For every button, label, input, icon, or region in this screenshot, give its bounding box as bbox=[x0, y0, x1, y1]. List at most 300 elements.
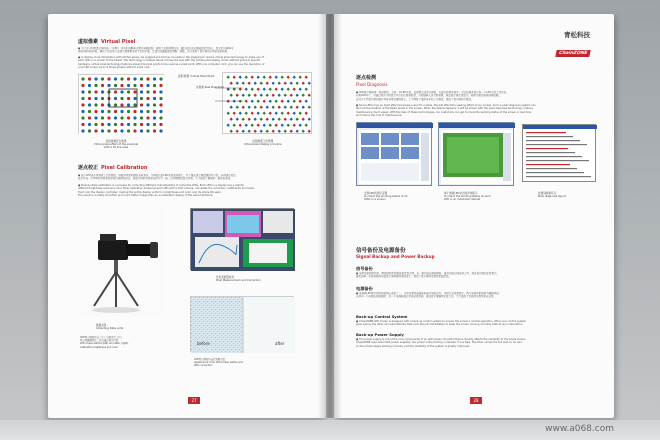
pixel-dot bbox=[159, 123, 162, 126]
pixel-diamond bbox=[281, 112, 284, 115]
text-line: maintenance much easier. With the help of these technologies, our customers can get to know the working status of the screen in real time bbox=[356, 110, 532, 114]
caption-line: 单个像素LED状态的详细显示 bbox=[444, 192, 478, 195]
pixel-diamond bbox=[284, 118, 287, 121]
pixel-diamond bbox=[302, 130, 305, 133]
pixel-dot bbox=[133, 97, 136, 100]
pixel-dot bbox=[94, 103, 97, 106]
pixel-dot bbox=[146, 90, 149, 93]
backup-power-title: Back-up Power Supply bbox=[356, 332, 404, 337]
pixel-diamond bbox=[269, 88, 272, 91]
pixel-diamond bbox=[230, 130, 233, 133]
pixel-dot bbox=[88, 129, 91, 132]
pixel-dot bbox=[133, 110, 136, 113]
pixel-report-screenshot bbox=[522, 124, 596, 182]
caption-line: LEDs in a screen bbox=[364, 198, 386, 202]
pixel-diamond bbox=[269, 76, 272, 79]
pixel-dot bbox=[120, 123, 123, 126]
ccd-camera-photo bbox=[80, 206, 164, 316]
text-line: ● 每个LED由于其制造工艺的原因，导致其亮度和颜色各有差异，不同批次的LED亮度差异更大，为了保证显示屏图像的均匀性，采用逐点校正 bbox=[78, 174, 236, 177]
caption-line: with a 16 line area bbox=[103, 146, 129, 150]
text-line: so the screen keeps working normally and the reliability of the system is greatly improved. bbox=[356, 344, 470, 348]
pixel-diagnosis-heading bbox=[356, 74, 376, 81]
caption-line: 亮色度测量软件 bbox=[216, 276, 235, 279]
pixel-diamond bbox=[284, 130, 287, 133]
pixel-dot bbox=[114, 84, 117, 87]
power-backup-title: 电源备份 bbox=[356, 286, 373, 291]
full-screen-check-screenshot bbox=[356, 122, 432, 186]
pixel-dot bbox=[153, 84, 156, 87]
pixel-diamond bbox=[233, 112, 236, 115]
text-line: ● 为了充分利用显示屏的每一个LED，其中的每颗单点都可单独控制，使用了虚拟像素技术，通过该技术在相同的显示屏上，显示的分辨率可 bbox=[78, 47, 234, 50]
pixel-diamond bbox=[242, 106, 245, 109]
report-line bbox=[526, 176, 591, 177]
pixel-diamond bbox=[263, 112, 266, 115]
pixel-dot bbox=[107, 116, 110, 119]
pixel-dot bbox=[88, 116, 91, 119]
pixel-dot bbox=[88, 97, 91, 100]
report-line bbox=[526, 156, 582, 157]
pixel-dot bbox=[81, 97, 84, 100]
pixel-diamond bbox=[272, 82, 275, 85]
pixel-dot bbox=[81, 110, 84, 113]
pixel-diamond bbox=[290, 106, 293, 109]
pixel-dot bbox=[153, 103, 156, 106]
heading-en: Virtual Pixel bbox=[101, 39, 136, 45]
pixel-diamond bbox=[227, 124, 230, 127]
virtual-pixel-en-text bbox=[78, 56, 310, 69]
caption-line: 虚拟像素工作原理 bbox=[252, 140, 274, 143]
pixel-dot bbox=[120, 84, 123, 87]
pixel-dot bbox=[146, 103, 149, 106]
pixel-diamond bbox=[290, 82, 293, 85]
pixel-diamond bbox=[293, 100, 296, 103]
pixel-diamond bbox=[254, 130, 257, 133]
text-line: goes wrong, the other will automatically take over the job immediately to keep the screen running normally without any interruption. bbox=[356, 323, 524, 327]
software-windows bbox=[191, 209, 295, 271]
pixel-dot bbox=[127, 97, 130, 100]
chainzone-logo bbox=[556, 30, 590, 58]
caption-line: Appearance of an LED screen before and bbox=[194, 361, 244, 365]
pixel-diamond bbox=[302, 82, 305, 85]
text-line: your LED screen up to 4 times greater without extra cost. bbox=[78, 65, 151, 69]
pixel-diamond bbox=[227, 112, 230, 115]
pixel-diamond bbox=[230, 106, 233, 109]
pixel-dot bbox=[88, 90, 91, 93]
pixel-diamond bbox=[275, 112, 278, 115]
text-line: 避免因单一系统故障而导致显示屏黑屏的情况发生，提高了显示屏的可靠性和稳定性。 bbox=[356, 275, 452, 279]
pixel-diamond bbox=[236, 94, 239, 97]
diagnosis-caption-3 bbox=[538, 192, 566, 198]
watermark-text: www.a068.com bbox=[545, 424, 614, 434]
pixel-dot bbox=[146, 110, 149, 113]
brochure-spread bbox=[48, 14, 614, 418]
pixel-calibration-heading bbox=[78, 164, 147, 171]
pixel-dot bbox=[140, 123, 143, 126]
pixel-diamond bbox=[239, 76, 242, 79]
report-line bbox=[526, 136, 573, 137]
report-line bbox=[526, 168, 577, 169]
pixel-dot bbox=[140, 84, 143, 87]
pixel-diamond bbox=[257, 88, 260, 91]
backup-power-text bbox=[356, 338, 596, 348]
pixel-diamond bbox=[248, 94, 251, 97]
text-line: ● LED显示屏使用一段时间后，会有一些LED失效，出现黑点或亮点现象。在逐点检测系统中，可以检测并显示每一个LED点的工作状态， bbox=[356, 91, 509, 94]
caption-line: calibration brightness and color bbox=[80, 345, 118, 349]
text-line: ChainZONE uses redundant power supplies, two power units working in parallel; if one fails, the other carries the full load on its own, bbox=[356, 341, 523, 345]
pixel-dot bbox=[140, 97, 143, 100]
pixel-dot bbox=[114, 129, 117, 132]
pixel-dot bbox=[88, 77, 91, 80]
pixel-diamond bbox=[230, 94, 233, 97]
pixel-dot bbox=[153, 123, 156, 126]
pixel-dot bbox=[120, 97, 123, 100]
pixel-dot bbox=[120, 103, 123, 106]
pixel-dot bbox=[94, 116, 97, 119]
pixel-dot bbox=[120, 110, 123, 113]
pixel-dot bbox=[153, 116, 156, 119]
pixel-dot bbox=[101, 110, 104, 113]
text-line: ● In display more information with limited pixels, we suggest and borrow concepts in the mapping to reduce virtual pixel technology to make use of bbox=[78, 56, 264, 59]
pixel-dot bbox=[159, 129, 162, 132]
pixel-diamond bbox=[299, 100, 302, 103]
after-label: after bbox=[275, 341, 285, 346]
report-line bbox=[526, 152, 575, 153]
pixel-dot bbox=[101, 97, 104, 100]
pixel-diamond bbox=[242, 130, 245, 133]
pixel-diamond bbox=[287, 112, 290, 115]
caption-line: LED screen before (left) and after (right) bbox=[80, 342, 129, 346]
pixel-diamond bbox=[248, 106, 251, 109]
pixel-dot bbox=[140, 103, 143, 106]
pixel-dot bbox=[133, 116, 136, 119]
software-caption bbox=[216, 276, 261, 282]
pixel-diamond bbox=[260, 118, 263, 121]
caption-line: 全屏LED检测示意图 bbox=[364, 192, 388, 195]
cabinet-check-screenshot bbox=[438, 122, 514, 186]
pixel-dot bbox=[127, 103, 130, 106]
pixel-dot bbox=[153, 77, 156, 80]
pixel-diamond bbox=[281, 76, 284, 79]
pixel-dot bbox=[140, 90, 143, 93]
pixel-diamond bbox=[269, 112, 272, 115]
pixel-diamond bbox=[236, 82, 239, 85]
caption-line: LED显示屏校正前后效果对比 bbox=[194, 358, 225, 361]
pixel-diamond bbox=[266, 82, 269, 85]
pixel-diamond bbox=[293, 112, 296, 115]
virtual-pixel-heading bbox=[78, 38, 135, 45]
virtual-pixel-principle-image bbox=[222, 72, 312, 134]
pixel-diamond bbox=[257, 100, 260, 103]
backup-heading: 信号备份及电源备份 bbox=[356, 248, 406, 254]
camera-illustration bbox=[80, 206, 164, 316]
pixel-dot bbox=[146, 129, 149, 132]
caption-line: Virtual pixel display principle bbox=[244, 143, 282, 147]
pixel-dot bbox=[159, 116, 162, 119]
pixel-diamond bbox=[305, 76, 308, 79]
pixel-diamond bbox=[296, 82, 299, 85]
pixel-dot bbox=[127, 123, 130, 126]
pixel-diamond bbox=[251, 88, 254, 91]
pixel-diamond bbox=[272, 94, 275, 97]
text-line: and reduce the cost of maintenance. bbox=[356, 113, 403, 117]
pixel-dot bbox=[159, 110, 162, 113]
pixel-diamond bbox=[254, 82, 257, 85]
pixel-diamond bbox=[284, 82, 287, 85]
pixel-dot bbox=[107, 77, 110, 80]
pixel-dot bbox=[127, 129, 130, 132]
real-pixel-label: 实像素 Real Pixel Point bbox=[196, 86, 225, 89]
heading-cn: 逐点校正 bbox=[78, 165, 99, 171]
pixel-dot bbox=[140, 77, 143, 80]
pixel-diamond bbox=[299, 88, 302, 91]
caption-line: LED显示屏校正前（左）与校正后（右） bbox=[80, 336, 123, 339]
pixel-dot bbox=[140, 129, 143, 132]
pixel-diamond bbox=[233, 76, 236, 79]
pixel-diamond bbox=[260, 130, 263, 133]
pixel-diamond bbox=[254, 118, 257, 121]
pixel-diamond bbox=[296, 94, 299, 97]
pixel-diamond bbox=[281, 88, 284, 91]
pixel-diamond bbox=[284, 94, 287, 97]
text-line: each LED on a screen to the fullest. The technology increases about 2 times the size with the virtual pixel display mode, without going to specific bbox=[78, 59, 261, 63]
pixel-dot bbox=[88, 84, 91, 87]
pixel-diamond bbox=[248, 82, 251, 85]
pixel-dot bbox=[159, 77, 162, 80]
caption-line: To check the working status of all bbox=[364, 195, 408, 199]
pixel-diamond bbox=[260, 94, 263, 97]
pixel-diamond bbox=[245, 112, 248, 115]
pixel-dot bbox=[120, 129, 123, 132]
pixel-diamond bbox=[308, 82, 311, 85]
pixel-dot bbox=[159, 84, 162, 87]
pixel-diamond bbox=[296, 106, 299, 109]
backup-heading-en: Signal Backup and Power Backup bbox=[356, 254, 435, 259]
caption-line: LED in an individual cabinet bbox=[444, 198, 481, 202]
pixel-dot bbox=[153, 97, 156, 100]
calibration-cn-text bbox=[78, 174, 310, 181]
right-page-number: 28 bbox=[470, 397, 482, 404]
pixel-diamond bbox=[278, 106, 281, 109]
pixel-dot bbox=[127, 77, 130, 80]
pixel-diamond bbox=[269, 100, 272, 103]
pixel-dot bbox=[146, 77, 149, 80]
pixel-diamond bbox=[239, 112, 242, 115]
pixel-diamond bbox=[251, 76, 254, 79]
calibration-caption-1 bbox=[80, 336, 128, 349]
pixel-dot bbox=[88, 103, 91, 106]
diagnosis-report bbox=[523, 125, 597, 183]
text-line: different brightness level and color. Pixel calibration measures each LED with a CCD camera, calculates the correction coefficients and loads bbox=[78, 187, 254, 191]
virtual-pixel-effect-image bbox=[78, 74, 164, 134]
caption-line: after correction bbox=[194, 364, 213, 368]
report-line bbox=[526, 144, 587, 145]
pixel-dot bbox=[133, 123, 136, 126]
pixel-dot bbox=[81, 116, 84, 119]
diagnosis-window-1 bbox=[357, 123, 433, 187]
report-line bbox=[526, 148, 568, 149]
heading-cn: 逐点检测 bbox=[356, 75, 377, 81]
pixel-diamond bbox=[290, 118, 293, 121]
pixel-diamond bbox=[293, 88, 296, 91]
backup-control-text bbox=[356, 320, 596, 327]
pixel-dot bbox=[146, 123, 149, 126]
pixel-dot bbox=[107, 84, 110, 87]
pixel-diamond bbox=[266, 118, 269, 121]
pixel-diamond bbox=[299, 124, 302, 127]
pixel-dot bbox=[94, 84, 97, 87]
text-line: ● The power supply is one of the core components of an LED screen. Its performance directly affects the reliability of the whole screen. bbox=[356, 338, 527, 341]
text-line: ● 电源是LED显示屏系统的核心部件之一，它的可靠性直接影响显示屏的运行，采用冗余电源设计，两个电源并联同时为模组供电， bbox=[356, 292, 502, 295]
pixel-diamond bbox=[305, 112, 308, 115]
text-line: 提高到原来的4倍，解决了信息量大而显示屏像素密度不足的矛盾，让显示的画面更加清晰、细腻，充分发挥了显示屏的应用价值和效果。 bbox=[78, 50, 230, 54]
pixel-diamond bbox=[287, 124, 290, 127]
pixel-dot bbox=[153, 129, 156, 132]
pixel-dot bbox=[81, 123, 84, 126]
pixel-diamond bbox=[296, 130, 299, 133]
text-line: The result is a visibly smoother and much better image than an uncalibrated display of the same hardware. bbox=[78, 193, 214, 197]
text-line: ● Since LEDs may go dead after being been used for a while, the will affect the viewing effect of our screen. Such a pixel diagnosis system can bbox=[356, 104, 536, 107]
pixel-dot-grid bbox=[79, 75, 165, 135]
left-page-number: 27 bbox=[188, 397, 200, 404]
pixel-dot bbox=[120, 116, 123, 119]
report-line bbox=[526, 172, 584, 173]
pixel-dot bbox=[101, 116, 104, 119]
text-line: ● Pixel-by-Pixel calibration is a process for correcting different characteristics of individual LEDs. Each LED in a display has a slightly bbox=[78, 184, 244, 187]
pixel-diamond bbox=[227, 76, 230, 79]
pixel-diamond bbox=[254, 94, 257, 97]
caption-line: 数据采集 bbox=[96, 324, 107, 327]
diagnosis-cn-text bbox=[356, 91, 596, 101]
pixel-diagnosis-heading-en: Pixel Diagnosis bbox=[356, 82, 388, 87]
calibration-caption-2 bbox=[194, 358, 243, 368]
text-line: them into the display controller, making the entire display uniform in brightness and color over its whole life span. bbox=[78, 190, 222, 194]
pixel-dot bbox=[81, 77, 84, 80]
caption-line: Pixel diagnosis report bbox=[538, 195, 566, 199]
pixel-diamond bbox=[242, 118, 245, 121]
pixel-diamond bbox=[260, 106, 263, 109]
pixel-diamond bbox=[305, 124, 308, 127]
pixel-diamond bbox=[281, 124, 284, 127]
power-backup-text bbox=[356, 292, 596, 299]
pixel-dot bbox=[153, 90, 156, 93]
pixel-diamond bbox=[260, 82, 263, 85]
pixel-diamond bbox=[281, 100, 284, 103]
pixel-diamond bbox=[251, 112, 254, 115]
pixel-diamond bbox=[302, 94, 305, 97]
pixel-dot bbox=[101, 84, 104, 87]
pixel-dot bbox=[146, 116, 149, 119]
pixel-dot bbox=[114, 77, 117, 80]
pixel-dot bbox=[133, 77, 136, 80]
pixel-diamond bbox=[299, 112, 302, 115]
pixel-diamond bbox=[293, 124, 296, 127]
pixel-diamond bbox=[263, 100, 266, 103]
report-line bbox=[526, 160, 589, 161]
pixel-dot bbox=[114, 97, 117, 100]
pixel-diamond bbox=[302, 118, 305, 121]
pixel-dot bbox=[81, 129, 84, 132]
pixel-diamond bbox=[278, 118, 281, 121]
pixel-dot bbox=[114, 103, 117, 106]
backup-control-title: Back-up Control System bbox=[356, 314, 408, 319]
pixel-dot bbox=[101, 129, 104, 132]
pixel-diamond bbox=[248, 130, 251, 133]
pixel-diamond bbox=[263, 88, 266, 91]
pixel-dot bbox=[114, 123, 117, 126]
pixel-diamond bbox=[278, 130, 281, 133]
pixel-dot bbox=[114, 110, 117, 113]
pixel-dot bbox=[94, 110, 97, 113]
pixel-dot bbox=[153, 110, 156, 113]
signal-backup-text bbox=[356, 272, 596, 279]
pixel-diamond bbox=[275, 88, 278, 91]
pixel-diamond bbox=[236, 106, 239, 109]
pixel-diamond bbox=[266, 130, 269, 133]
diagnosis-caption-1 bbox=[364, 192, 407, 202]
pixel-diamond bbox=[263, 76, 266, 79]
caption-line: To check the working status of each bbox=[444, 195, 491, 199]
pixel-diamond bbox=[266, 94, 269, 97]
pixel-diamond bbox=[308, 106, 311, 109]
pixel-dot bbox=[101, 103, 104, 106]
pixel-diamond bbox=[287, 88, 290, 91]
caption-line: 显示的画面对比，经过逐点校正后的 bbox=[80, 339, 119, 343]
pixel-dot bbox=[107, 129, 110, 132]
heading-en: Pixel Calibration bbox=[101, 165, 148, 171]
report-line bbox=[526, 140, 580, 141]
pixel-dot bbox=[140, 110, 143, 113]
pixel-diamond bbox=[296, 118, 299, 121]
pixel-diamond bbox=[239, 124, 242, 127]
diagnosis-en-text bbox=[356, 104, 596, 117]
pixel-diamond bbox=[236, 130, 239, 133]
text-line: ● 采用双套控制系统，两套控制系统都连接至显示屏，当一套系统出现故障时，备份系统立即自动工作，保证显示屏的正常显示， bbox=[356, 272, 499, 275]
pixel-dot bbox=[114, 116, 117, 119]
pixel-diamond-grid bbox=[223, 73, 313, 135]
pixel-diamond bbox=[290, 130, 293, 133]
pixel-diamond bbox=[251, 100, 254, 103]
pixel-dot bbox=[94, 97, 97, 100]
pixel-diamond bbox=[275, 100, 278, 103]
virtual-pixel-label: 虚拟像素 Virtual Pixel Point bbox=[178, 74, 215, 78]
pixel-diamond bbox=[257, 124, 260, 127]
pixel-diamond bbox=[272, 118, 275, 121]
before-after-photo bbox=[190, 296, 294, 352]
pixel-dot bbox=[120, 77, 123, 80]
caption-line: Collecting Data units bbox=[96, 327, 124, 331]
pixel-dot bbox=[133, 129, 136, 132]
pixel-diamond bbox=[287, 76, 290, 79]
pixel-diamond bbox=[245, 100, 248, 103]
pixel-diamond bbox=[305, 100, 308, 103]
before-label: before bbox=[197, 341, 210, 346]
pixel-diamond bbox=[236, 118, 239, 121]
pixel-diamond bbox=[263, 124, 266, 127]
pixel-dot bbox=[94, 123, 97, 126]
caption-line: Pixel Measurement and Correction bbox=[216, 279, 261, 283]
pixel-diamond bbox=[254, 106, 257, 109]
pixel-dot bbox=[81, 103, 84, 106]
virtual-pixel-cn-text bbox=[78, 47, 310, 54]
diagnosis-caption-2 bbox=[444, 192, 491, 202]
pixel-dot bbox=[133, 103, 136, 106]
pixel-diamond bbox=[272, 106, 275, 109]
pixel-diamond bbox=[257, 112, 260, 115]
heading-cn: 虚拟像素 bbox=[78, 39, 99, 45]
camera-caption bbox=[96, 324, 123, 330]
pixel-diamond bbox=[248, 118, 251, 121]
logo-cn: 青松科技 bbox=[564, 31, 590, 39]
